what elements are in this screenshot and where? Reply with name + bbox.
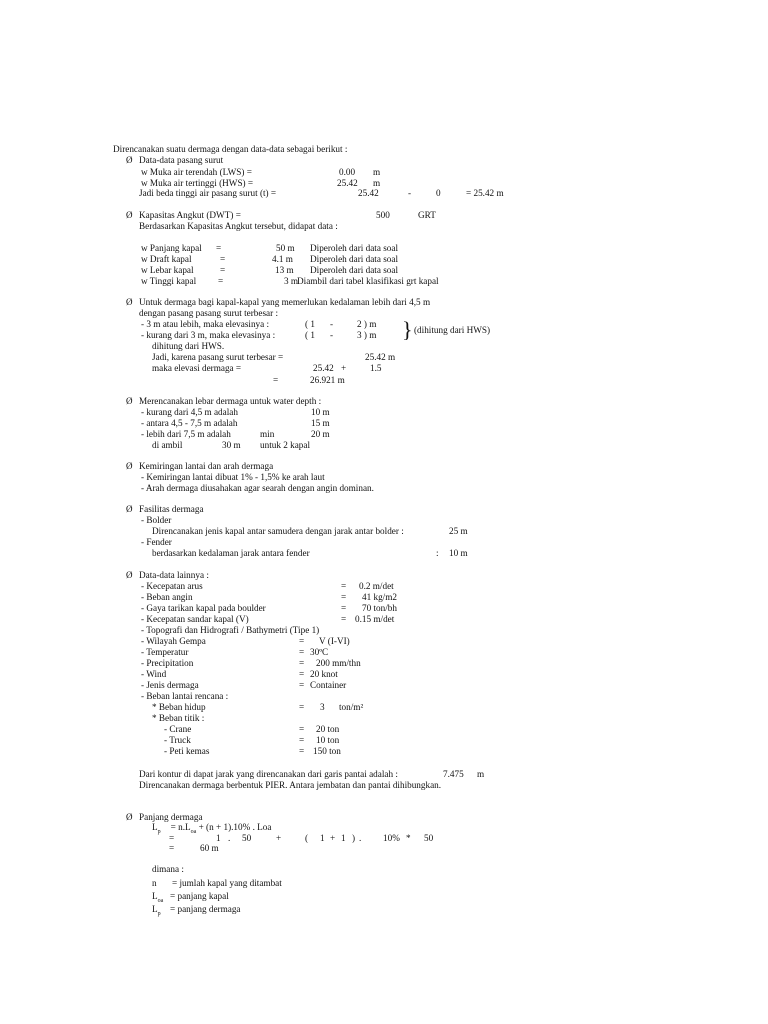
section-title-facilities: Fasilitas dermaga: [139, 504, 204, 514]
ship-row-source: Diperoleh dari data soal: [310, 254, 399, 264]
bolder-label: - Bolder: [141, 515, 172, 525]
beban-hidup-eq: =: [299, 702, 305, 712]
bolder-desc: Direncanakan jenis kapal antar samudera dengan jarak antar bolder :: [152, 526, 404, 536]
slope-r2: - Arah dermaga diusahakan agar searah dengan angin dominan.: [141, 483, 374, 493]
calc-dot2: .: [359, 833, 362, 843]
other-row2-label: - Wind: [141, 669, 167, 679]
width-r1-label: - kurang dari 4,5 m adalah: [141, 407, 238, 417]
section-title-capacity: Kapasitas Angkut (DWT) =: [139, 210, 241, 220]
beban-titik-label: * Beban titik :: [152, 713, 205, 723]
capacity-note: Berdasarkan Kapasitas Angkut tersebut, didapat data :: [139, 221, 338, 231]
section-title-elevation: Untuk dermaga bagi kapal-kapal yang memerlukan kedalaman lebih dari 4,5 m: [139, 297, 431, 307]
section-bullet-icon: Ø: [126, 297, 133, 307]
titik-val: 10 ton: [316, 735, 340, 745]
other-row-val: 0.15 m/det: [355, 614, 395, 624]
other-row-eq: =: [341, 592, 347, 602]
other-row2-val: 30ºC: [310, 647, 329, 657]
tide-diff-a: 25.42: [358, 188, 379, 198]
ship-row-label: w Panjang kapal: [141, 243, 202, 253]
section-title-tide: Data-data pasang surut: [139, 155, 224, 165]
other-row2-val: 20 knot: [310, 669, 338, 679]
other-row2-label: - Wilayah Gempa: [141, 636, 206, 646]
calc-paren-open: (: [305, 833, 309, 843]
section-title-other: Data-data lainnya :: [139, 570, 209, 580]
ship-row-eq: =: [216, 243, 222, 253]
elevation-line2: dengan pasang pasang surut terbesar :: [139, 308, 279, 318]
section-bullet-icon: Ø: [126, 504, 133, 514]
other-row-val: 0.2 m/det: [359, 581, 394, 591]
titik-label: - Peti kemas: [164, 746, 210, 756]
lws-value: 0.00: [339, 167, 356, 177]
ship-row-source: Diperoleh dari data soal: [310, 265, 399, 275]
result-value: 60 m: [200, 843, 219, 853]
topo-label: - Topografi dan Hidrografi / Bathymetri (Tipe 1): [141, 625, 320, 635]
other-row2-label: - Precipitation: [141, 658, 194, 668]
calc-times: *: [406, 833, 411, 843]
calc-n: 1: [216, 833, 221, 843]
fender-val: 10 m: [449, 548, 468, 558]
elevation-r1-label: - 3 m atau lebih, maka elevasinya :: [141, 319, 270, 329]
elevation-r2-label: - kurang dari 3 m, maka elevasinya :: [141, 330, 276, 340]
section-bullet-icon: Ø: [126, 570, 133, 580]
other-row-eq: =: [341, 603, 347, 613]
contour-val: 7.475: [443, 769, 464, 779]
formula: $L_p = n.L_{oa} + (n + 1).10\%$ . Loa: [152, 822, 272, 835]
def-text: = panjang kapal: [170, 891, 229, 901]
def-symbol: n: [152, 878, 157, 888]
other-row2-val: V (I-VI): [319, 636, 350, 646]
lws-unit: m: [373, 167, 381, 177]
section-title-width: Merencanakan lebar dermaga untuk water depth :: [139, 396, 322, 406]
elevation-r6-eq: =: [273, 375, 279, 385]
calc-dot: .: [228, 833, 231, 843]
fender-desc: berdasarkan kedalaman jarak antara fender: [152, 548, 310, 558]
other-row-label: - Kecepatan arus: [141, 581, 203, 591]
tide-diff-b: 0: [436, 188, 441, 198]
calc-one2: 1: [341, 833, 346, 843]
section-title-slope: Kemiringan lantai dan arah dermaga: [139, 461, 274, 471]
elevation-r5-op: +: [341, 363, 347, 373]
ship-row-source: Diambil dari tabel klasifikasi grt kapal: [297, 276, 439, 286]
other-row2-val: Container: [310, 680, 347, 690]
titik-eq: =: [299, 746, 305, 756]
width-r3-val: 20 m: [311, 429, 330, 439]
where-label: dimana :: [152, 864, 184, 874]
calc-one: 1: [320, 833, 325, 843]
section-bullet-icon: Ø: [126, 461, 133, 471]
section-bullet-icon: Ø: [126, 812, 133, 822]
brace-icon: }: [402, 317, 413, 342]
elevation-r2-val: 3 ) m: [357, 330, 377, 340]
titik-val: 150 ton: [313, 746, 341, 756]
capacity-value: 500: [376, 210, 390, 220]
other-row-label: - Gaya tarikan kapal pada boulder: [141, 603, 266, 613]
width-r3-label: - lebih dari 7,5 m adalah: [141, 429, 231, 439]
other-row2-eq: =: [299, 647, 305, 657]
calc-paren-close: ): [352, 833, 356, 843]
ship-row-label: w Tinggi kapal: [141, 276, 197, 286]
bolder-val: 25 m: [449, 526, 468, 536]
titik-label: - Truck: [164, 735, 191, 745]
ship-row-source: Diperoleh dari data soal: [310, 243, 399, 253]
elevation-r5-label: maka elevasi dermaga =: [152, 363, 242, 373]
width-r3-min: min: [260, 429, 275, 439]
other-row2-label: - Temperatur: [141, 647, 189, 657]
ship-row-value: 3 m: [284, 276, 299, 286]
def-text: = jumlah kapal yang ditambat: [172, 878, 282, 888]
elevation-r3: dihitung dari HWS.: [152, 341, 225, 351]
beban-hidup-label: * Beban hidup: [152, 702, 206, 712]
other-row-eq: =: [341, 614, 347, 624]
other-row-val: 70 ton/bh: [362, 603, 397, 613]
fender-label: - Fender: [141, 537, 172, 547]
elevation-r4-val: 25.42 m: [365, 352, 396, 362]
ship-row-value: 50 m: [276, 243, 295, 253]
elevation-r2-open: ( 1: [305, 330, 315, 340]
hws-value: 25.42: [337, 178, 358, 188]
ship-row-eq: =: [218, 276, 224, 286]
def-symbol: $L_p$: [152, 904, 161, 917]
section-bullet-icon: Ø: [126, 210, 133, 220]
hws-label: w Muka air tertinggi (HWS) =: [141, 178, 254, 188]
beban-lantai-label: - Beban lantai rencana :: [141, 691, 229, 701]
result-eq: =: [169, 843, 175, 853]
width-r4-val: 30 m: [222, 440, 241, 450]
other-row2-val: 200 mm/thn: [316, 658, 361, 668]
elevation-r1-val: 2 ) m: [357, 319, 377, 329]
beban-hidup-unit: ton/m²: [339, 702, 364, 712]
intro-text: Direncanakan suatu dermaga dengan data-data sebagai berikut :: [113, 144, 348, 154]
titik-eq: =: [299, 735, 305, 745]
width-r4-note: untuk 2 kapal: [260, 440, 311, 450]
ship-row-value: 4.1 m: [272, 254, 293, 264]
contour-unit: m: [477, 769, 485, 779]
ship-row-label: w Draft kapal: [141, 254, 192, 264]
elevation-r1-open: ( 1: [305, 319, 315, 329]
ship-row-eq: =: [220, 265, 226, 275]
other-row-eq: =: [341, 581, 347, 591]
lws-label: w Muka air terendah (LWS) =: [141, 167, 252, 177]
calc-plus: +: [276, 833, 282, 843]
titik-val: 20 ton: [316, 724, 340, 734]
calc-plus2: +: [330, 833, 336, 843]
hws-unit: m: [373, 178, 381, 188]
titik-label: - Crane: [164, 724, 192, 734]
other-row-label: - Kecepatan sandar kapal (V): [141, 614, 249, 624]
elevation-r6-val: 26.921 m: [310, 375, 345, 385]
titik-eq: =: [299, 724, 305, 734]
elevation-r2-dash: -: [330, 330, 334, 340]
brace-note: (dihitung dari HWS): [414, 325, 491, 335]
elevation-r5-b: 1.5: [370, 363, 382, 373]
tide-diff-label: Jadi beda tinggi air pasang surut (t) =: [139, 188, 277, 198]
ship-row-value: 13 m: [275, 265, 294, 275]
ship-row-label: w Lebar kapal: [141, 265, 194, 275]
elevation-r5-a: 25.42: [313, 363, 334, 373]
def-text: = panjang dermaga: [170, 904, 241, 914]
slope-r1: - Kemiringan lantai dibuat 1% - 1,5% ke arah laut: [141, 472, 325, 482]
calc-eq: =: [169, 833, 175, 843]
width-r2-val: 15 m: [311, 418, 330, 428]
other-row-val: 41 kg/m2: [362, 592, 397, 602]
elevation-r4-label: Jadi, karena pasang surut terbesar =: [152, 352, 284, 362]
other-row-label: - Beban angin: [141, 592, 193, 602]
capacity-unit: GRT: [418, 210, 436, 220]
other-row2-eq: =: [299, 680, 305, 690]
section-bullet-icon: Ø: [126, 396, 133, 406]
width-r4-label: di ambil: [152, 440, 183, 450]
width-r2-label: - antara 4,5 - 7,5 m adalah: [141, 418, 238, 428]
tide-diff-op: -: [408, 188, 412, 198]
other-row2-eq: =: [299, 658, 305, 668]
beban-hidup-val: 3: [320, 702, 325, 712]
section-bullet-icon: Ø: [126, 155, 133, 165]
width-r1-val: 10 m: [311, 407, 330, 417]
other-row2-label: - Jenis dermaga: [141, 680, 199, 690]
other-row2-eq: =: [299, 669, 305, 679]
calc-loa2: 50: [424, 833, 434, 843]
elevation-r1-dash: -: [330, 319, 334, 329]
tide-diff-result: = 25.42 m: [466, 188, 504, 198]
section-title-length: Panjang dermaga: [139, 812, 203, 822]
other-row2-eq: =: [299, 636, 305, 646]
contour-line2: Direncanakan dermaga berbentuk PIER. Antara jembatan dan pantai dihibungkan.: [139, 780, 442, 790]
def-symbol: $L_{oa}$: [152, 891, 164, 904]
calc-pct: 10%: [383, 833, 400, 843]
ship-row-eq: =: [220, 254, 226, 264]
calc-loa: 50: [242, 833, 252, 843]
contour-line1: Dari kontur di dapat jarak yang direncanakan dari garis pantai adalah :: [139, 769, 398, 779]
fender-colon: :: [436, 548, 439, 558]
